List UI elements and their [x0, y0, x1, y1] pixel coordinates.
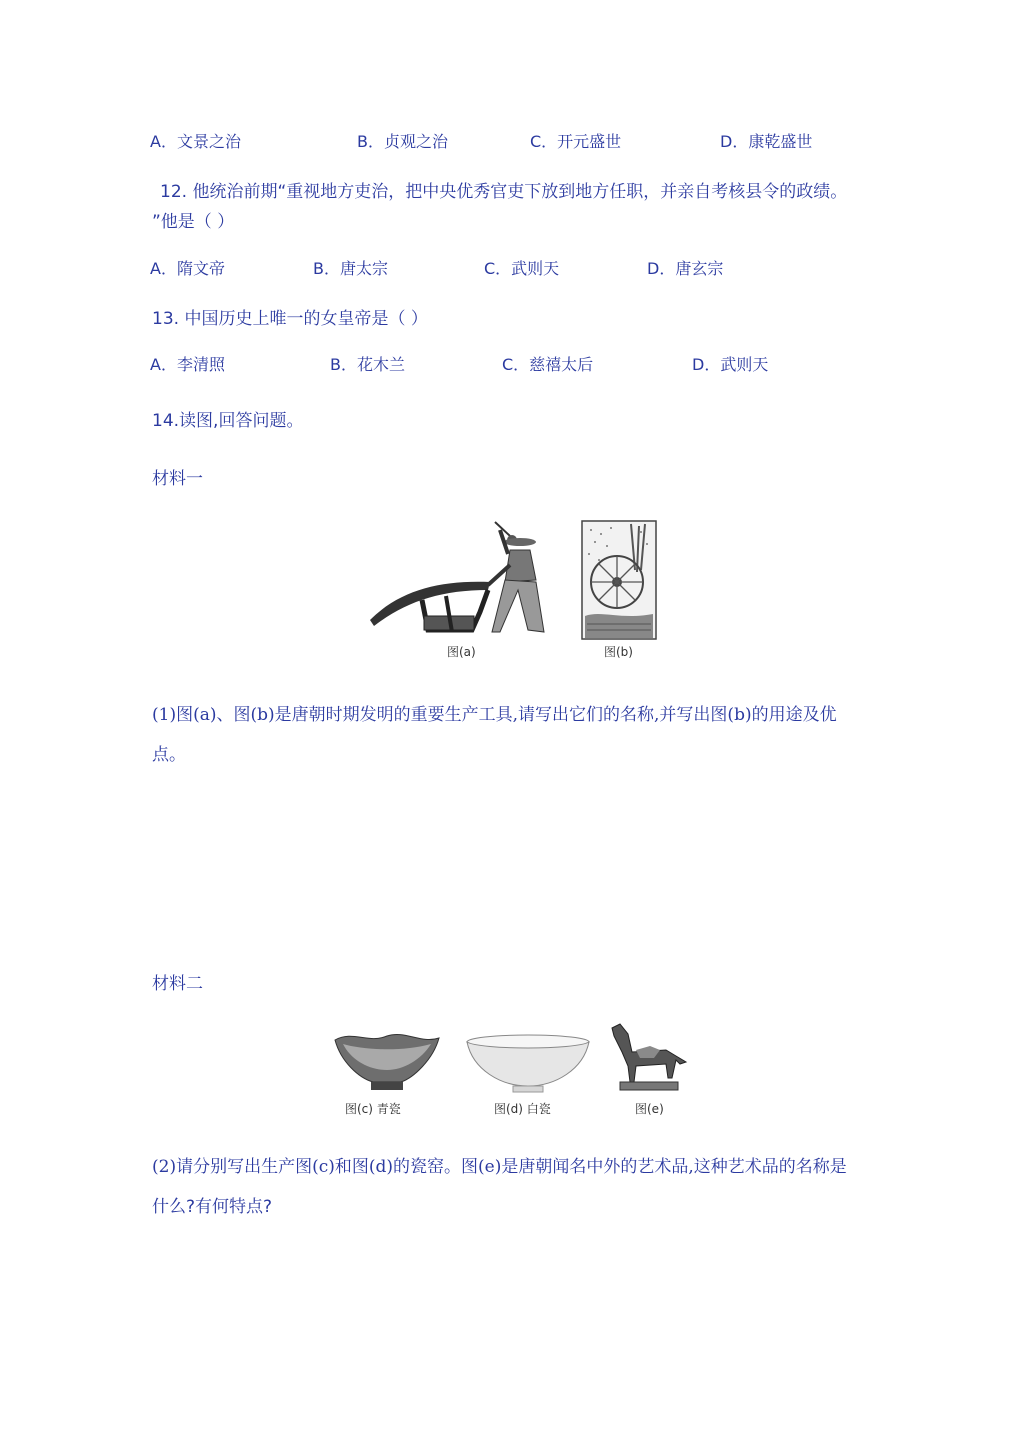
material1-question-line1: (1)图(a)、图(b)是唐朝时期发明的重要生产工具,请写出它们的名称,并写出图(b)的用途及优 — [152, 705, 837, 725]
q12-stem-line2: ”他是（ ） — [152, 212, 235, 232]
material2-question-line1: (2)请分别写出生产图(c)和图(d)的瓷窑。图(e)是唐朝闻名中外的艺术品,这种艺术品的名称是 — [152, 1157, 847, 1177]
q11-option-c: C．开元盛世 — [530, 132, 622, 151]
white-porcelain-bowl-figure — [465, 1034, 591, 1094]
q11-option-d: D．康乾盛世 — [720, 132, 813, 151]
material2-question-line2: 什么?有何特点? — [152, 1197, 273, 1217]
material1-label: 材料一 — [152, 469, 203, 489]
tang-sancai-horse-figure — [606, 1022, 690, 1094]
figure-a-caption: 图(a) — [447, 645, 476, 659]
q12-option-c: C．武则天 — [484, 259, 560, 278]
material1-question-line2: 点。 — [152, 745, 186, 765]
q13-option-b: B．花木兰 — [330, 355, 405, 374]
figure-d-caption: 图(d) 白瓷 — [494, 1102, 551, 1116]
figure-c-caption: 图(c) 青瓷 — [345, 1102, 401, 1116]
q11-option-a: A．文景之治 — [150, 132, 241, 151]
q14-stem: 14.读图,回答问题。 — [152, 411, 304, 431]
waterwheel-figure — [581, 520, 657, 640]
celadon-bowl-figure — [333, 1030, 441, 1094]
material2-label: 材料二 — [152, 974, 203, 994]
q12-option-b: B．唐太宗 — [313, 259, 388, 278]
q12-option-d: D．唐玄宗 — [647, 259, 724, 278]
q12-option-a: A．隋文帝 — [150, 259, 225, 278]
q12-stem-line1: 12. 他统治前期“重视地方吏治，把中央优秀官吏下放到地方任职，并亲自考核县令的政绩。 — [160, 182, 848, 202]
q13-stem: 13. 中国历史上唯一的女皇帝是（ ） — [152, 309, 428, 329]
q13-option-a: A．李清照 — [150, 355, 225, 374]
q13-option-c: C．慈禧太后 — [502, 355, 594, 374]
q13-option-d: D．武则天 — [692, 355, 769, 374]
figure-b-caption: 图(b) — [604, 645, 633, 659]
figure-e-caption: 图(e) — [635, 1102, 664, 1116]
curved-plow-figure — [360, 520, 555, 648]
q11-option-b: B．贞观之治 — [357, 132, 448, 151]
